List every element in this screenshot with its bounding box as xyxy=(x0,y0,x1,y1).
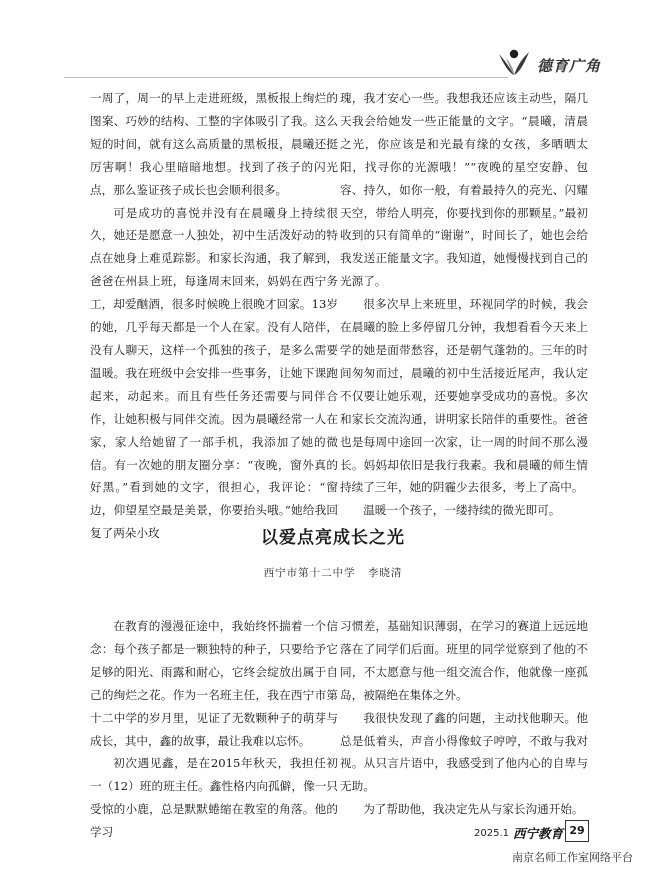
sprout-logo-icon xyxy=(497,46,531,78)
header-rule xyxy=(64,77,508,78)
article-column-left xyxy=(90,615,338,844)
paragraph: 在教育的漫漫征途中，我始终怀揣着一个信念：每个孩子都是一颗独特的种子，只要给予它足够的阳光、雨露和耐心，它终会绽放出属于自己的绚烂之花。作为一名班主任，我在西宁市第十二中学的岁月里，见证了无数颗种子的萌芽与成长，其中，鑫的故事，最让我难以忘怀。 xyxy=(90,619,338,748)
article-title: 以爱点亮成长之光 xyxy=(261,528,405,548)
page-number: 29 xyxy=(565,820,589,842)
prev-article-column-left xyxy=(90,87,338,545)
paragraph: 可是成功的喜悦并没有在晨曦身上持续很久，她还是愿意一人独处，初中生活泼好动的特点在她身上难觅踪影。和家长沟通，我了解到，爸爸在州县上班，每逢周末回来，妈妈在西宁务工，却爱酗酒，很多时候晚上很晚才回家。13岁的她，几乎每天都是一个人在家。没有人陪伴，没有人聊天，这样一个孤独的孩子，是多么需要温暖。我在班级中会安排一些事务，让她下课跑起来，动起来。而且有些任务还需要与同伴合作，让她积极与同伴交流。因为晨曦经常一人在家，家人给她留了一部手机，我添加了她的微信。有一次她的朋友圈分享：“夜晚，窗外真的好黑。”看到她的文字，很担心，我评论：“窗边，仰望星空最是美景，你要抬头哦。”她给我回复了两朵小玫 xyxy=(90,205,338,541)
watermark: 南京名师工作室网络平台 xyxy=(512,851,633,864)
magazine-name: 西宁教育 xyxy=(513,826,564,841)
article-column-right xyxy=(340,615,588,821)
section-title: 德育广角 xyxy=(537,57,602,75)
paragraph: 初次遇见鑫，是在2015年秋天，我担任初一（12）班的班主任。鑫性格内向孤僻，像一只受惊的小鹿，总是默默蜷缩在教室的角落。他的学习 xyxy=(90,756,338,840)
paragraph: 为了帮助他，我决定先从与家长沟通开始。 xyxy=(363,802,584,817)
paragraph: 瑰，我才安心一些。我想我还应该主动些，隔几天我会给她发一些正能量的文字。“晨曦，清晨之光，你应该是和光最有缘的女孩，多晒晒太阳，找寻你的光源哦！”“夜晚的星空安静、包容、持久，如你一般，有着最持久的亮光、闪耀天空，带给人明亮，你要找到你的那颗星。”最初收到的只有简单的“谢谢”，时间长了，她也会给我发送正能量文字。我知道，她慢慢找到自己的光源了。 xyxy=(340,91,588,289)
prev-article-column-right xyxy=(340,87,588,522)
paragraph: 温暖一个孩子，一缕持续的微光即可。 xyxy=(363,503,561,518)
paragraph: 习惯差，基础知识薄弱，在学习的赛道上远远地落在了同学们后面。班里的同学觉察到了他的不同，不太愿意与他一组交流合作，他就像一座孤岛，被隔绝在集体之外。 xyxy=(340,619,588,702)
paragraph: 一周了，周一的早上走进班级，黑板报上绚烂的图案、巧妙的结构、工整的字体吸引了我。这么短的时间，就有这么高质量的黑板报，晨曦还挺厉害啊！我心里暗暗地想。找到了孩子的闪光点，那么鉴证孩子成长也会顺利很多。 xyxy=(90,91,338,197)
paragraph: 我很快发现了鑫的问题，主动找他聊天。他总是低着头，声音小得像蚊子哼哼，不敢与我对视。从只言片语中，我感受到了他内心的自卑与无助。 xyxy=(340,710,588,794)
issue-date: 2025.1 xyxy=(474,828,509,839)
article-byline: 西宁市第十二中学 李晓清 xyxy=(263,567,403,579)
paragraph: 很多次早上来班里，环视同学的时候，我会在晨曦的脸上多停留几分钟，我想看看今天来上学的她是面带愁容，还是朝气蓬勃的。三年的时间匆匆而过，晨曦的初中生活接近尾声，我认定不仅要让她乐观，还要她享受成功的喜悦。多次和家长交流沟通，讲明家长陪伴的重要性。爸爸也是每周中途回一次家，让一周的时间不那么漫长。妈妈却依旧是我行我素。我和晨曦的师生情持续了三年，她的阴霾少去很多，考上了高中。 xyxy=(340,297,588,495)
